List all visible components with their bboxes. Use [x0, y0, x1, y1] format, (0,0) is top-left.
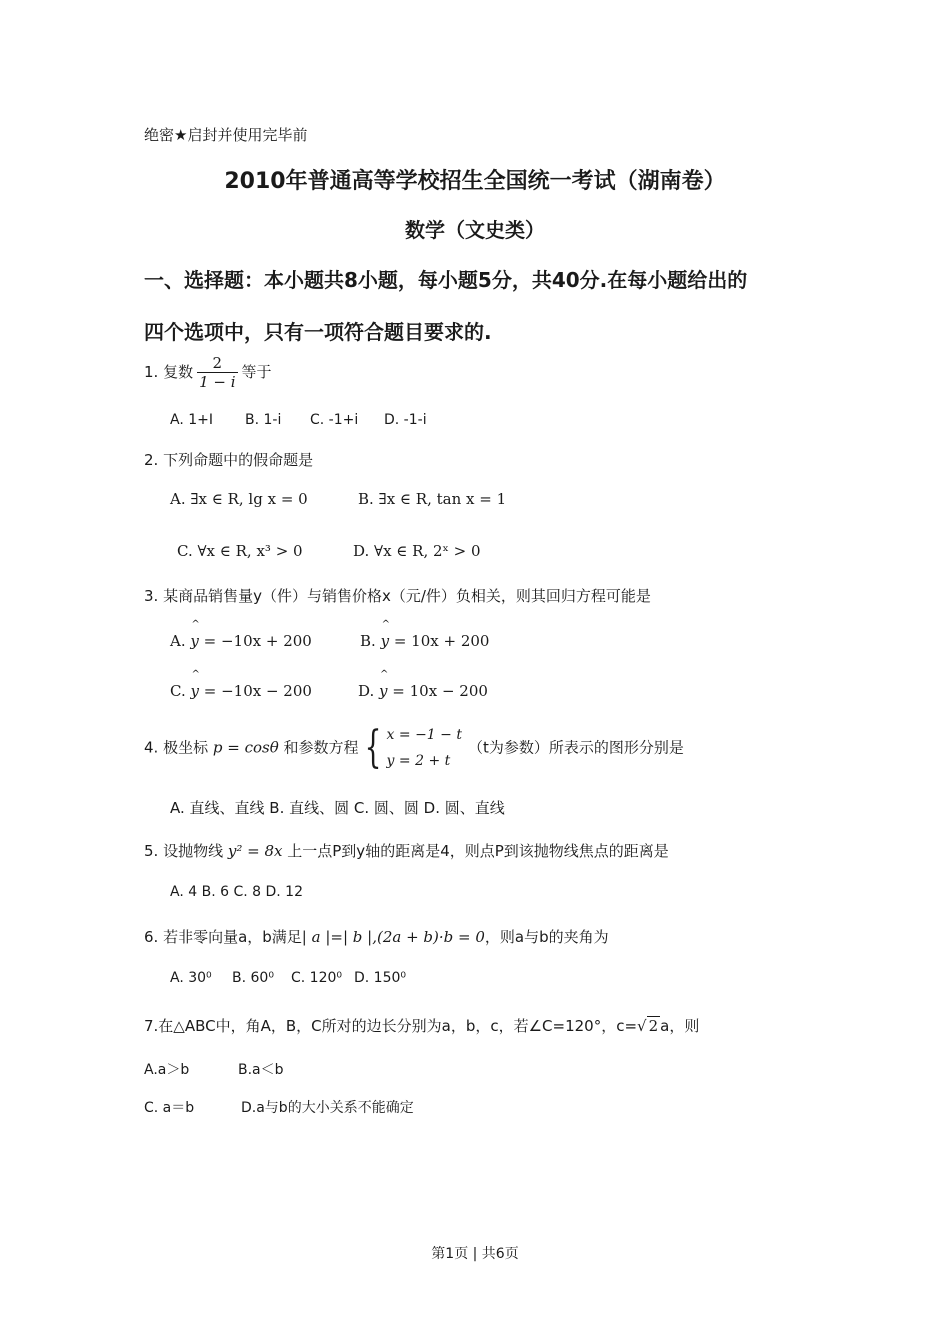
q6-option-d: D. 150⁰: [354, 970, 407, 986]
exam-subtitle: 数学（文史类）: [405, 218, 545, 242]
q7-option-b: B.a＜b: [238, 1062, 284, 1078]
section-heading-line2: 四个选项中，只有一项符合题目要求的.: [144, 320, 492, 344]
question-4: 4. 极坐标 p = cosθ 和参数方程 { x = −1 − t y = 2 + t （t为参数）所表示的图形分别是: [144, 722, 684, 773]
q6-option-c: C. 120⁰: [291, 970, 343, 986]
q7-option-c: C. a＝b: [144, 1100, 195, 1116]
q2-option-a: A. ∃x ∈ R, lg x = 0: [170, 490, 308, 508]
exam-title: 2010年普通高等学校招生全国统一考试（湖南卷）: [224, 169, 726, 194]
q6-option-b: B. 60⁰: [232, 970, 274, 986]
q2-option-c: C. ∀x ∈ R, x³ > 0: [177, 542, 303, 560]
parametric-system: x = −1 − t y = 2 + t: [386, 727, 462, 769]
q3-option-d: D. ^ y = 10x − 200: [358, 682, 488, 700]
q2-option-b: B. ∃x ∈ R, tan x = 1: [358, 490, 507, 508]
q6-option-a: A. 30⁰: [170, 970, 212, 986]
q3-option-a: A. ^ y = −10x + 200: [170, 632, 312, 650]
q2-option-d: D. ∀x ∈ R, 2ˣ > 0: [353, 542, 481, 560]
question-3: 3. 某商品销售量y（件）与销售价格x（元/件）负相关，则其回归方程可能是: [144, 587, 651, 605]
q1-option-a: A. 1+I: [170, 412, 213, 428]
question-6: 6. 若非零向量a，b满足| a |=| b |,(2a + b)·b = 0，则a与b的夹角为: [144, 928, 609, 946]
q7-option-a: A.a＞b: [144, 1062, 190, 1078]
fraction: $\frac{2}{1 - i}$: [199, 354, 236, 391]
q1-option-c: C. -1+i: [310, 412, 359, 428]
section-heading-line1: 一、选择题：本小题共8小题，每小题5分，共40分.在每小题给出的: [144, 268, 748, 292]
square-root: √ 2: [637, 1017, 659, 1035]
q5-options: A. 4 B. 6 C. 8 D. 12: [170, 884, 303, 900]
question-5: 5. 设抛物线 y² = 8x 上一点P到y轴的距离是4，则点P到该抛物线焦点的距离是: [144, 842, 669, 860]
q1-option-b: B. 1-i: [245, 412, 282, 428]
page-footer: 第1页 | 共6页: [431, 1246, 519, 1262]
confidential-note: 绝密★启封并使用完毕前: [144, 126, 308, 144]
q3-option-c: C. ^ y = −10x − 200: [170, 682, 312, 700]
q1-option-d: D. -1-i: [384, 412, 427, 428]
q7-option-d: D.a与b的大小关系不能确定: [241, 1100, 414, 1116]
q4-options: A. 直线、直线 B. 直线、圆 C. 圆、圆 D. 圆、直线: [170, 799, 505, 817]
q3-option-b: B. ^ y = 10x + 200: [360, 632, 489, 650]
question-1: 1. 复数 $\frac{2}{1 - i}$ 等于: [144, 354, 272, 391]
question-7: 7.在△ABC中，角A，B，C所对的边长分别为a，b，c，若∠C=120°，c=√ 2 a，则: [144, 1017, 700, 1035]
question-2: 2. 下列命题中的假命题是: [144, 451, 314, 469]
